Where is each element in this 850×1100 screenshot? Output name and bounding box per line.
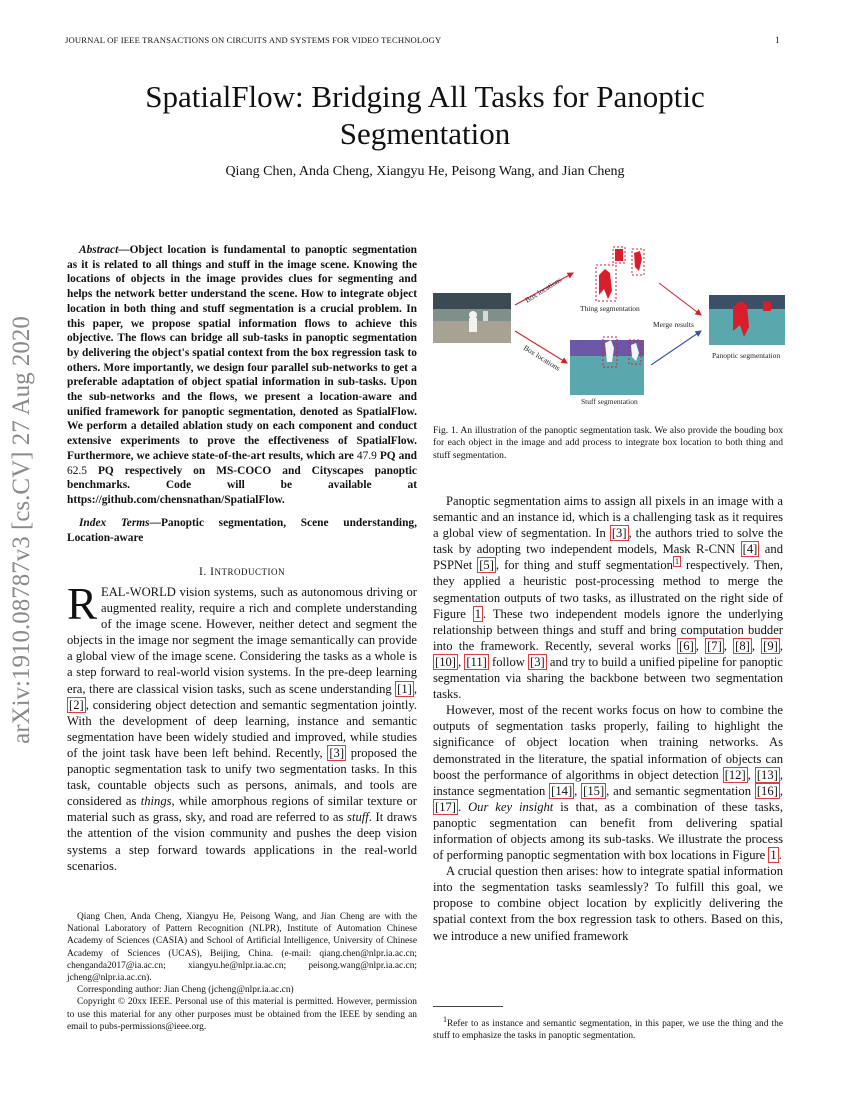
citation-10[interactable]: [10] xyxy=(435,654,456,669)
rp1-b: , the authors tried to solve the task by adopting two independent models, Mask R-CNN xyxy=(433,526,783,557)
right-paragraph-2: However, most of the recent works focus on how to combine the outputs of segmentation tasks properly, failing to highlight the significance of object location when training networks. As demonstrated in the literature, the spatial information of objects can boost the performance of algorithms in object detection [12] , [13] , instance segmentation [14] , [15] , and semantic segmentation [16] , [17] . Our key insight is that, as a combination of these tasks, panoptic segmentation can benefit from delivering spatial information of objects among its sub-tasks. We illustrate the process of performing panoptic segmentation with box locations in Figure 1 . xyxy=(433,703,783,863)
rp1-e: respectively. Then, they applied a heuristic post-processing method to merge the segmentation outputs of two tasks, as illustrated on the right side of Figure xyxy=(433,558,784,621)
abstract-text-2: PQ and xyxy=(376,449,417,462)
footnote-1 xyxy=(433,1014,783,1043)
figure-ref-2[interactable]: 1 xyxy=(770,848,777,863)
drop-cap: R xyxy=(67,579,98,629)
affiliation-footnote xyxy=(67,911,417,1033)
citation-11[interactable]: [11] xyxy=(466,654,487,669)
rp2-f: . xyxy=(778,848,782,863)
term-things: things xyxy=(140,794,172,809)
footnote-rule xyxy=(433,1006,503,1007)
rp2-d: . xyxy=(457,799,469,814)
panoptic-segmentation-image xyxy=(709,295,785,345)
rp2-e: is that, as a combination of these tasks, panoptic segmentation can benefit from delivering spatial information of objects among its sub-tasks. We illustrate the process of performing panoptic segmentation with box locations in Figure xyxy=(433,799,783,863)
citation-9[interactable]: [9] xyxy=(763,638,778,653)
section-numeral: I. I xyxy=(199,566,215,578)
index-terms-text: —Panoptic segmentation, Scene understanding, Location-aware xyxy=(67,517,417,544)
rp1-f: . These two independent models ignore the underlying relationship between things and stuff and bring computation budder into the framework. Recently, several works xyxy=(433,606,783,653)
footnote-1-text: Refer to as instance and semantic segmentation, in this paper, we use the thing and the stuff to emphasize the tasks in panoptic segmentation. xyxy=(433,1019,783,1042)
abstract-text-1: —Object location is fundamental to panoptic segmentation as it is related to all things and stuff in the image scene. Knowing the locations of objects in the image provides clues for segmenting and helps the network better understand the scene. How to integrate object location in both thing and stuff segmentation is a crucial problem. In this paper, we propose spatial information flows to achieve this objective. The flows can bridge all sub-tasks in panoptic segmentation by delivering the object's spatial context from the box regression task to others. More importantly, we design four parallel sub-networks to get a preferable adaptation of object spatial information in sub-tasks. Upon the sub-networks and the flows, we present a location-aware and unified framework for panoptic segmentation, denoted as SpatialFlow. We perform a detailed ablation study on each component and conduct extensive experiments to prove the effectiveness of SpatialFlow. Furthermore, we achieve state-of-the-art results, which are xyxy=(67,244,417,462)
intro-text-c: , considering object detection and semantic segmentation jointly. With the development of deep learning, instance and semantic segmentation have been widely studied and improved, while studies of the joint task have been left behind. Recently, xyxy=(67,697,417,760)
label-thing-segmentation: Thing segmentation xyxy=(580,304,640,313)
citation-8[interactable]: [8] xyxy=(735,638,750,653)
stuff-segmentation-image xyxy=(570,337,644,395)
label-box-locations-top: Box locations xyxy=(523,275,564,305)
author-list: Qiang Chen, Anda Cheng, Xiangyu He, Peisong Wang, and Jian Cheng xyxy=(225,164,625,179)
citation-14[interactable]: [14] xyxy=(551,783,573,798)
figure-1-caption: Fig. 1. An illustration of the panoptic segmentation task. We also provide the bouding box for each object in the image and add process to integrate box location to both thing and stuff segmentation. xyxy=(433,425,783,461)
index-terms-lead: Index Terms xyxy=(79,517,150,529)
label-stuff-segmentation: Stuff segmentation xyxy=(581,397,638,406)
rp2-c: , and semantic segmentation xyxy=(606,783,755,798)
label-panoptic-segmentation: Panoptic segmentation xyxy=(712,351,781,360)
rp2-a: However, most of the recent works focus on how to combine the outputs of segmentation tasks properly, failing to highlight the significance of object location when training networks. As demonstrated in the literature, the spatial information of objects can boost the performance of algorithms in object detection xyxy=(433,703,783,782)
abstract-text-3: PQ respectively on MS-COCO and Cityscapes panoptic benchmarks. Code will be available at https://github.com/chensnathan/SpatialFlow. xyxy=(67,464,417,506)
affiliation-text: Qiang Chen, Anda Cheng, Xiangyu He, Peisong Wang, and Jian Cheng are with the National Laboratory of Pattern Recognition (NLPR), Institute of Automation Chinese Academy of Sciences (CASIA) and School of Artificial Intelligence, University of Chinese Academy of Sciences (UCAS), Beijing, China. (e-mail: qiang.chen@nlpr.ia.ac.cn; chenganda2017@ia.ac.cn; xiangyu.he@nlpr.ia.ac.cn; peisong.wang@nlpr.ia.ac.cn; jcheng@nlpr.ia.ac.cn). xyxy=(67,912,417,984)
section-heading-rest: NTRODUCTION xyxy=(214,567,285,577)
citation-7[interactable]: [7] xyxy=(707,638,722,653)
citation-2[interactable]: [2] xyxy=(69,697,84,712)
citation-4[interactable]: [4] xyxy=(742,542,758,557)
abstract xyxy=(67,243,417,508)
rp1-a: Panoptic segmentation aims to assign all pixels in an image with a semantic and an instance id, which is a challenging task as it requires a global view of segmentation. In xyxy=(433,494,783,541)
footnote-1-mark: 1 xyxy=(443,1015,447,1024)
page-number: 1 xyxy=(775,35,780,45)
pq-coco-value: 47.9 xyxy=(356,449,377,462)
intro-text-f: . It draws the attention of the vision community and pushes the deep vision systems a step forward towards applications in the real-world scenarios. xyxy=(67,810,417,873)
figure-1-diagram xyxy=(433,245,788,410)
intro-text-a: EAL-WORLD vision systems, such as autonomous driving or augmented reality, require a rich and complete understanding of the image scene. However, neither detect and segment the objects in the image nor segment the image semantically can provide a global view of the image scene. Considering the tasks as a whole is a step forward to real-world vision systems. In the pre-deep learning era, there are classical vision tasks, such as scene understanding xyxy=(67,585,417,696)
key-insight: Our key insight xyxy=(468,799,554,814)
citation-3[interactable]: [3] xyxy=(329,745,345,760)
term-stuff: stuff xyxy=(347,810,369,825)
rp1-g: follow xyxy=(488,654,529,669)
input-image xyxy=(433,293,511,343)
corresponding-author: Corresponding author: Jian Cheng (jcheng@nlpr.ia.ac.cn) xyxy=(77,985,294,996)
intro-text-e: , while amorphous regions of similar texture or material such as grass, sky, and road are referred to as xyxy=(67,794,417,825)
citation-15[interactable]: [15] xyxy=(583,783,605,798)
citation-5[interactable]: [5] xyxy=(479,558,494,573)
rp2-b: , instance segmentation xyxy=(433,767,783,798)
right-column-body xyxy=(433,493,783,944)
citation-17[interactable]: [17] xyxy=(435,799,456,814)
intro-paragraph xyxy=(67,579,417,874)
section-heading-introduction xyxy=(67,566,417,578)
abstract-lead: Abstract xyxy=(79,244,119,256)
right-paragraph-3: A crucial question then arises: how to integrate spatial information into the segmentation tasks seamlessly? To fulfill this goal, we propose to combine object location by explicitly delivering the spatial context from the box regression task to others. Based on this, we introduce a new unified framework xyxy=(433,864,783,943)
arrow-stuff-to-panoptic xyxy=(651,331,701,365)
figure-ref-1[interactable]: 1 xyxy=(474,606,482,621)
citation-6[interactable]: [6] xyxy=(679,638,694,653)
citation-1[interactable]: [1] xyxy=(397,681,412,696)
intro-text-d: proposed the panoptic segmentation task to unify two segmentation tasks. In this task, countable objects such as persons, animals, and tools are considered as xyxy=(67,745,417,809)
footnote-mark-link[interactable]: 1 xyxy=(674,557,679,567)
label-box-locations-bottom: Box locations xyxy=(521,343,562,373)
running-head: JOURNAL OF IEEE TRANSACTIONS ON CIRCUITS AND SYSTEMS FOR VIDEO TECHNOLOGY xyxy=(65,35,442,45)
arxiv-stamp[interactable]: arXiv:1910.08787v3 [cs.CV] 27 Aug 2020 xyxy=(8,316,35,744)
paper-title: SpatialFlow: Bridging All Tasks for Panoptic Segmentation xyxy=(145,79,705,151)
label-merge-results: Merge results xyxy=(653,320,694,329)
pq-city-value: 62.5 xyxy=(67,464,87,477)
copyright-notice: Copyright © 20xx IEEE. Personal use of this material is permitted. However, permission to use this material for any other purposes must be obtained from the IEEE by sending an email to pubs-permissions@ieee.org. xyxy=(67,997,417,1032)
intro-text-b: , xyxy=(413,681,417,696)
rp1-c: and PSPNet xyxy=(433,542,783,573)
index-terms xyxy=(67,516,417,545)
citation-3[interactable]: [3] xyxy=(611,526,627,541)
rp1-h: and try to build a unified pipeline for panoptic segmentation via sharing the backbone between two segmentation tasks. xyxy=(433,654,784,702)
citation-13[interactable]: [13] xyxy=(756,767,778,782)
citation-12[interactable]: [12] xyxy=(724,767,746,782)
citation-3b[interactable]: [3] xyxy=(530,654,545,669)
rp1-d: , for thing and stuff segmentation xyxy=(495,558,673,573)
citation-16[interactable]: [16] xyxy=(756,783,778,798)
right-paragraph-1: Panoptic segmentation aims to assign all pixels in an image with a semantic and an instance id, which is a challenging task as it requires a global view of segmentation. In [3] , the authors tried to solve the task by adopting two independent models, Mask R-CNN [4] and PSPNet [5] , for thing and stuff segmentation $^1$ respectively. Then, they applied a heuristic post-processing method to merge the segmentation outputs of two tasks, as illustrated on the right side of Figure 1 . These two independent models ignore the underlying relationship between things and stuff and bring computation budder into the framework. Recently, several works [6] , [7] , [8] , [9] , [10] , [11] follow [3] and try to build a unified pipeline for panoptic segmentation via sharing the backbone between two segmentation tasks. xyxy=(433,494,784,702)
arrow-thing-to-panoptic xyxy=(659,283,701,315)
thing-segmentation-image xyxy=(593,247,663,302)
figure-1 xyxy=(433,245,788,410)
